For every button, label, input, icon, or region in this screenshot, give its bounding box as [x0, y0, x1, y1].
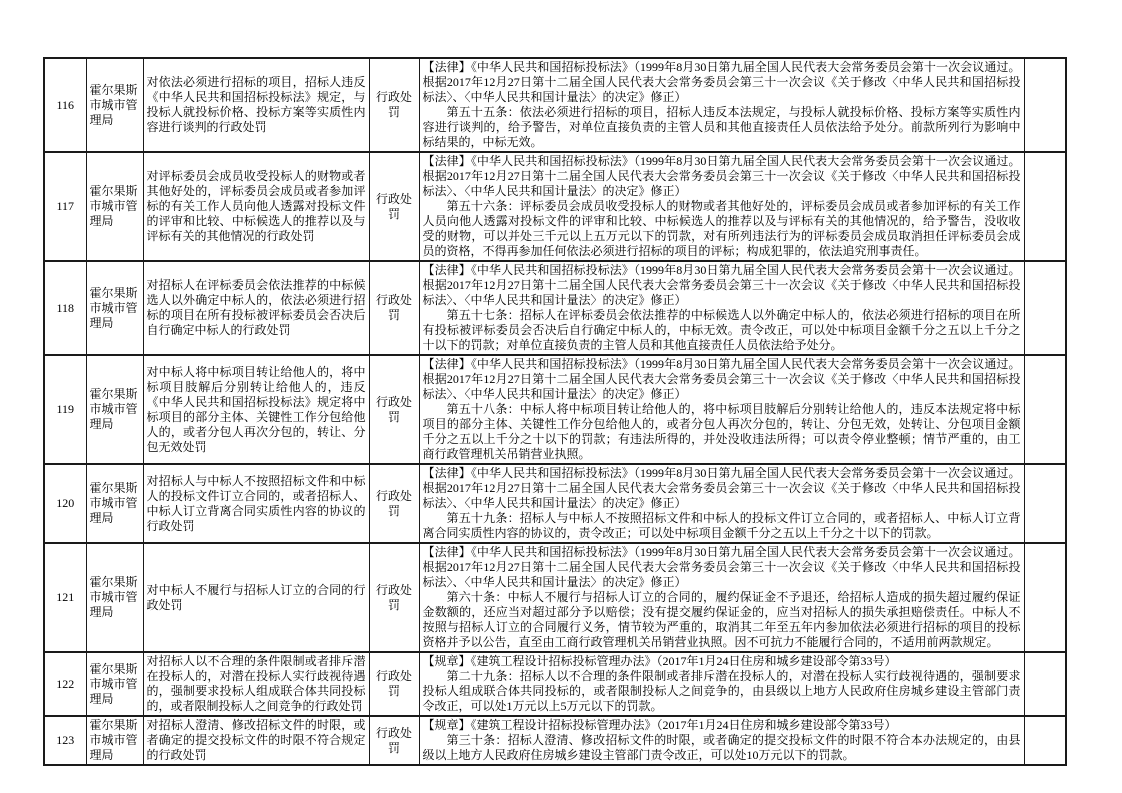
- legal-basis-cell: [419, 355, 1024, 464]
- penalty-type-cell: 行政处罚: [369, 716, 419, 765]
- empty-cell: [1024, 355, 1066, 464]
- agency-cell: 霍尔果斯市城市管理局: [86, 261, 143, 355]
- empty-cell: [1024, 543, 1066, 652]
- penalty-matter-cell: 对中标人不履行与招标人订立的合同的行政处罚: [143, 543, 369, 652]
- agency-cell: 霍尔果斯市城市管理局: [86, 58, 143, 152]
- legal-basis-reference: 【法律】《中华人民共和国招标投标法》（1999年8月30日第九届全国人民代表大会常务委员会第十一次会议通过。根据2017年12月27日第十二届全国人民代表大会常务委员会第三十一次会议《关于修改〈中华人民共和国招标投标法〉、〈中华人民共和国计量法〉的决定》修正）: [422, 357, 1021, 401]
- table-row: [44, 58, 1066, 152]
- legal-basis-reference: 【法律】《中华人民共和国招标投标法》（1999年8月30日第九届全国人民代表大会常务委员会第十一次会议通过。根据2017年12月27日第十二届全国人民代表大会常务委员会第三十一次会议《关于修改〈中华人民共和国招标投标法〉、〈中华人民共和国计量法〉的决定》修正）: [422, 263, 1021, 307]
- penalty-type-cell: 行政处罚: [369, 652, 419, 716]
- legal-basis-reference: 【规章】《建筑工程设计招标投标管理办法》（2017年1月24日住房和城乡建设部令第33号）: [422, 654, 897, 668]
- legal-basis-clause: 第五十六条：评标委员会成员收受投标人的财物或者其他好处的，评标委员会成员或者参加评标的有关工作人员向他人透露对投标文件的评审和比较、中标候选人的推荐以及与评标有关的其他情况的，给予警告，没收收受的财物，可以并处三千元以上五万元以下的罚款，对有所列违法行为的评标委员会成员取消担任评标委员会成员的资格，不得再参加任何依法必须进行招标的项目的评标；构成犯罪的，依法追究刑事责任。: [422, 199, 1021, 258]
- penalty-type-cell: 行政处罚: [369, 355, 419, 464]
- agency-cell: 霍尔果斯市城市管理局: [86, 152, 143, 261]
- legal-basis-clause: 第五十五条：依法必须进行招标的项目，招标人违反本法规定，与投标人就投标价格、投标方案等实质性内容进行谈判的，给予警告，对单位直接负责的主管人员和其他直接责任人员依法给予处分。前款所列行为影响中标结果的，中标无效。: [422, 105, 1021, 149]
- legal-basis-reference: 【法律】《中华人民共和国招标投标法》（1999年8月30日第九届全国人民代表大会常务委员会第十一次会议通过。根据2017年12月27日第十二届全国人民代表大会常务委员会第三十一次会议《关于修改〈中华人民共和国招标投标法〉、〈中华人民共和国计量法〉的决定》修正）: [422, 466, 1021, 510]
- penalty-matter-cell: 对中标人将中标项目转让给他人的，将中标项目肢解后分别转让给他人的，违反《中华人民共和国招标投标法》规定将中标项目的部分主体、关键性工作分包给他人的，或者分包人再次分包的，转让、分包无效处罚: [143, 355, 369, 464]
- table-row: [44, 355, 1066, 464]
- penalty-matter-cell: 对评标委员会成员收受投标人的财物或者其他好处的，评标委员会成员或者参加评标的有关工作人员向他人透露对投标文件的评审和比较、中标候选人的推荐以及与评标有关的其他情况的行政处罚: [143, 152, 369, 261]
- legal-basis-clause: 第五十七条：招标人在评标委员会依法推荐的中标候选人以外确定中标人的，依法必须进行招标的项目在所有投标被评标委员会否决后自行确定中标人的，中标无效。责令改正，可以处中标项目金额千分之五以上千分之十以下的罚款；对单位直接负责的主管人员和其他直接责任人员依法给予处分。: [422, 308, 1021, 352]
- legal-basis-reference: 【法律】《中华人民共和国招标投标法》（1999年8月30日第九届全国人民代表大会常务委员会第十一次会议通过。根据2017年12月27日第十二届全国人民代表大会常务委员会第三十一次会议《关于修改〈中华人民共和国招标投标法〉、〈中华人民共和国计量法〉的决定》修正）: [422, 545, 1021, 589]
- table-body: [44, 58, 1066, 765]
- table-row: [44, 652, 1066, 716]
- legal-basis-clause: 第五十八条：中标人将中标项目转让给他人的，将中标项目肢解后分别转让给他人的，违反本法规定将中标项目的部分主体、关键性工作分包给他人的，或者分包人再次分包的，转让、分包无效，处转让、分包项目金额千分之五以上千分之十以下的罚款；有违法所得的，并处没收违法所得；可以责令停业整顿；情节严重的，由工商行政管理机关吊销营业执照。: [422, 402, 1021, 461]
- penalty-items-table: [43, 57, 1067, 766]
- empty-cell: [1024, 261, 1066, 355]
- document-sheet: [43, 57, 1067, 766]
- agency-cell: 霍尔果斯市城市管理局: [86, 652, 143, 716]
- legal-basis-cell: [419, 152, 1024, 261]
- row-number-cell: 122: [44, 652, 86, 716]
- legal-basis-clause: 第三十条：招标人澄清、修改招标文件的时限，或者确定的提交投标文件的时限不符合本办法规定的，由县级以上地方人民政府住房城乡建设主管部门责令改正，可以处10万元以下的罚款。: [422, 733, 1021, 762]
- empty-cell: [1024, 58, 1066, 152]
- row-number-cell: 123: [44, 716, 86, 765]
- penalty-type-cell: 行政处罚: [369, 543, 419, 652]
- penalty-type-cell: 行政处罚: [369, 464, 419, 543]
- legal-basis-cell: [419, 543, 1024, 652]
- legal-basis-reference: 【法律】《中华人民共和国招标投标法》（1999年8月30日第九届全国人民代表大会常务委员会第十一次会议通过。根据2017年12月27日第十二届全国人民代表大会常务委员会第三十一次会议《关于修改〈中华人民共和国招标投标法〉、〈中华人民共和国计量法〉的决定》修正）: [422, 60, 1021, 104]
- legal-basis-cell: [419, 716, 1024, 765]
- row-number-cell: 117: [44, 152, 86, 261]
- legal-basis-clause: 第五十九条：招标人与中标人不按照招标文件和中标人的投标文件订立合同的，或者招标人、中标人订立背离合同实质性内容的协议的，责令改正；可以处中标项目金额千分之五以上千分之十以下的罚款。: [422, 511, 1021, 540]
- empty-cell: [1024, 652, 1066, 716]
- penalty-type-cell: 行政处罚: [369, 261, 419, 355]
- legal-basis-reference: 【法律】《中华人民共和国招标投标法》（1999年8月30日第九届全国人民代表大会常务委员会第十一次会议通过。根据2017年12月27日第十二届全国人民代表大会常务委员会第三十一次会议《关于修改〈中华人民共和国招标投标法〉、〈中华人民共和国计量法〉的决定》修正）: [422, 154, 1021, 198]
- row-number-cell: 118: [44, 261, 86, 355]
- legal-basis-cell: [419, 58, 1024, 152]
- agency-cell: 霍尔果斯市城市管理局: [86, 716, 143, 765]
- row-number-cell: 120: [44, 464, 86, 543]
- legal-basis-clause: 第六十条：中标人不履行与招标人订立的合同的，履约保证金不予退还，给招标人造成的损失超过履约保证金数额的，还应当对超过部分予以赔偿；没有提交履约保证金的，应当对招标人的损失承担赔偿责任。中标人不按照与招标人订立的合同履行义务，情节较为严重的，取消其二年至五年内参加依法必须进行招标的项目的投标资格并予以公告，直至由工商行政管理机关吊销营业执照。因不可抗力不能履行合同的，不适用前两款规定。: [422, 590, 1021, 649]
- legal-basis-clause: 第二十九条：招标人以不合理的条件限制或者排斥潜在投标人的，对潜在投标人实行歧视待遇的，强制要求投标人组成联合体共同投标的，或者限制投标人之间竞争的，由县级以上地方人民政府住房城乡建设主管部门责令改正，可以处1万元以上5万元以下的罚款。: [422, 669, 1021, 713]
- penalty-matter-cell: 对依法必须进行招标的项目，招标人违反《中华人民共和国招标投标法》规定，与投标人就投标价格、投标方案等实质性内容进行谈判的行政处罚: [143, 58, 369, 152]
- legal-basis-cell: [419, 261, 1024, 355]
- empty-cell: [1024, 464, 1066, 543]
- row-number-cell: 116: [44, 58, 86, 152]
- penalty-type-cell: 行政处罚: [369, 58, 419, 152]
- legal-basis-cell: [419, 464, 1024, 543]
- legal-basis-reference: 【规章】《建筑工程设计招标投标管理办法》（2017年1月24日住房和城乡建设部令第33号）: [422, 718, 897, 732]
- penalty-matter-cell: 对招标人澄清、修改招标文件的时限，或者确定的提交投标文件的时限不符合规定的行政处罚: [143, 716, 369, 765]
- table-row: [44, 152, 1066, 261]
- penalty-type-cell: 行政处罚: [369, 152, 419, 261]
- agency-cell: 霍尔果斯市城市管理局: [86, 464, 143, 543]
- table-row: [44, 543, 1066, 652]
- agency-cell: 霍尔果斯市城市管理局: [86, 543, 143, 652]
- row-number-cell: 121: [44, 543, 86, 652]
- penalty-matter-cell: 对招标人与中标人不按照招标文件和中标人的投标文件订立合同的，或者招标人、中标人订立背离合同实质性内容的协议的行政处罚: [143, 464, 369, 543]
- table-row: [44, 716, 1066, 765]
- empty-cell: [1024, 152, 1066, 261]
- penalty-matter-cell: 对招标人在评标委员会依法推荐的中标候选人以外确定中标人的，依法必须进行招标的项目在所有投标被评标委员会否决后自行确定中标人的行政处罚: [143, 261, 369, 355]
- table-row: [44, 464, 1066, 543]
- agency-cell: 霍尔果斯市城市管理局: [86, 355, 143, 464]
- legal-basis-cell: [419, 652, 1024, 716]
- row-number-cell: 119: [44, 355, 86, 464]
- penalty-matter-cell: 对招标人以不合理的条件限制或者排斥潜在投标人的，对潜在投标人实行歧视待遇的，强制要求投标人组成联合体共同投标的，或者限制投标人之间竞争的行政处罚: [143, 652, 369, 716]
- table-row: [44, 261, 1066, 355]
- empty-cell: [1024, 716, 1066, 765]
